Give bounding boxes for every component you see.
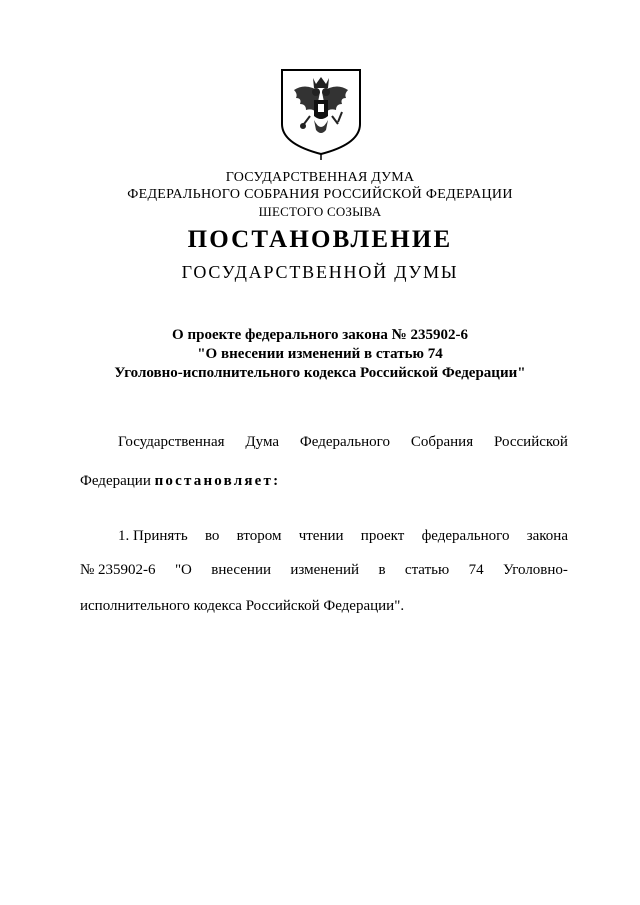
preamble-word: Государственная — [118, 434, 225, 450]
item1-word: в — [378, 562, 386, 578]
document-title: ПОСТАНОВЛЕНИЕ — [187, 226, 453, 253]
item1-word: федерального — [421, 528, 510, 544]
item1-line2 — [80, 562, 568, 579]
item1-word: внесении — [211, 562, 272, 578]
item1-word: изменений — [290, 562, 360, 578]
preamble-word: Российской — [494, 434, 568, 450]
resolves-word: постановляет: — [154, 473, 281, 489]
item1-word: Уголовно- — [502, 562, 568, 578]
org-name-line2: ФЕДЕРАЛЬНОГО СОБРАНИЯ РОССИЙСКОЙ ФЕДЕРАЦИИ — [127, 187, 513, 202]
preamble-line1 — [80, 434, 568, 451]
preamble-line2 — [80, 473, 568, 490]
subject-line1: О проекте федерального закона № 235902-6 — [172, 327, 468, 343]
item1-word: 74 — [468, 562, 484, 578]
item1-word: статью — [404, 562, 450, 578]
item1-line3: исполнительного кодекса Российской Федерации". — [80, 598, 405, 614]
item1-word: 1. Принять — [118, 528, 188, 544]
item1-word: закона — [526, 528, 568, 544]
document-title-sub: ГОСУДАРСТВЕННОЙ ДУМЫ — [181, 262, 459, 282]
org-name-line1: ГОСУДАРСТВЕННАЯ ДУМА — [225, 170, 415, 185]
convocation-line: ШЕСТОГО СОЗЫВА — [258, 204, 382, 219]
item1-line1 — [80, 528, 568, 545]
item1-word: чтении — [298, 528, 344, 544]
coat-of-arms-emblem-icon — [276, 64, 366, 164]
subject-line3: Уголовно-исполнительного кодекса Российской Федерации" — [114, 365, 526, 381]
item1-word: проект — [360, 528, 405, 544]
item1-word: "О — [174, 562, 192, 578]
subject-line2: "О внесении изменений в статью 74 — [197, 346, 443, 362]
preamble-text: Федерации — [80, 473, 151, 489]
preamble-word: Собрания — [410, 434, 474, 450]
item1-word: № 235902-6 — [80, 562, 156, 578]
item1-word: втором — [236, 528, 282, 544]
preamble-word: Федерального — [299, 434, 390, 450]
preamble-word: Дума — [245, 434, 280, 450]
item1-word: во — [204, 528, 220, 544]
